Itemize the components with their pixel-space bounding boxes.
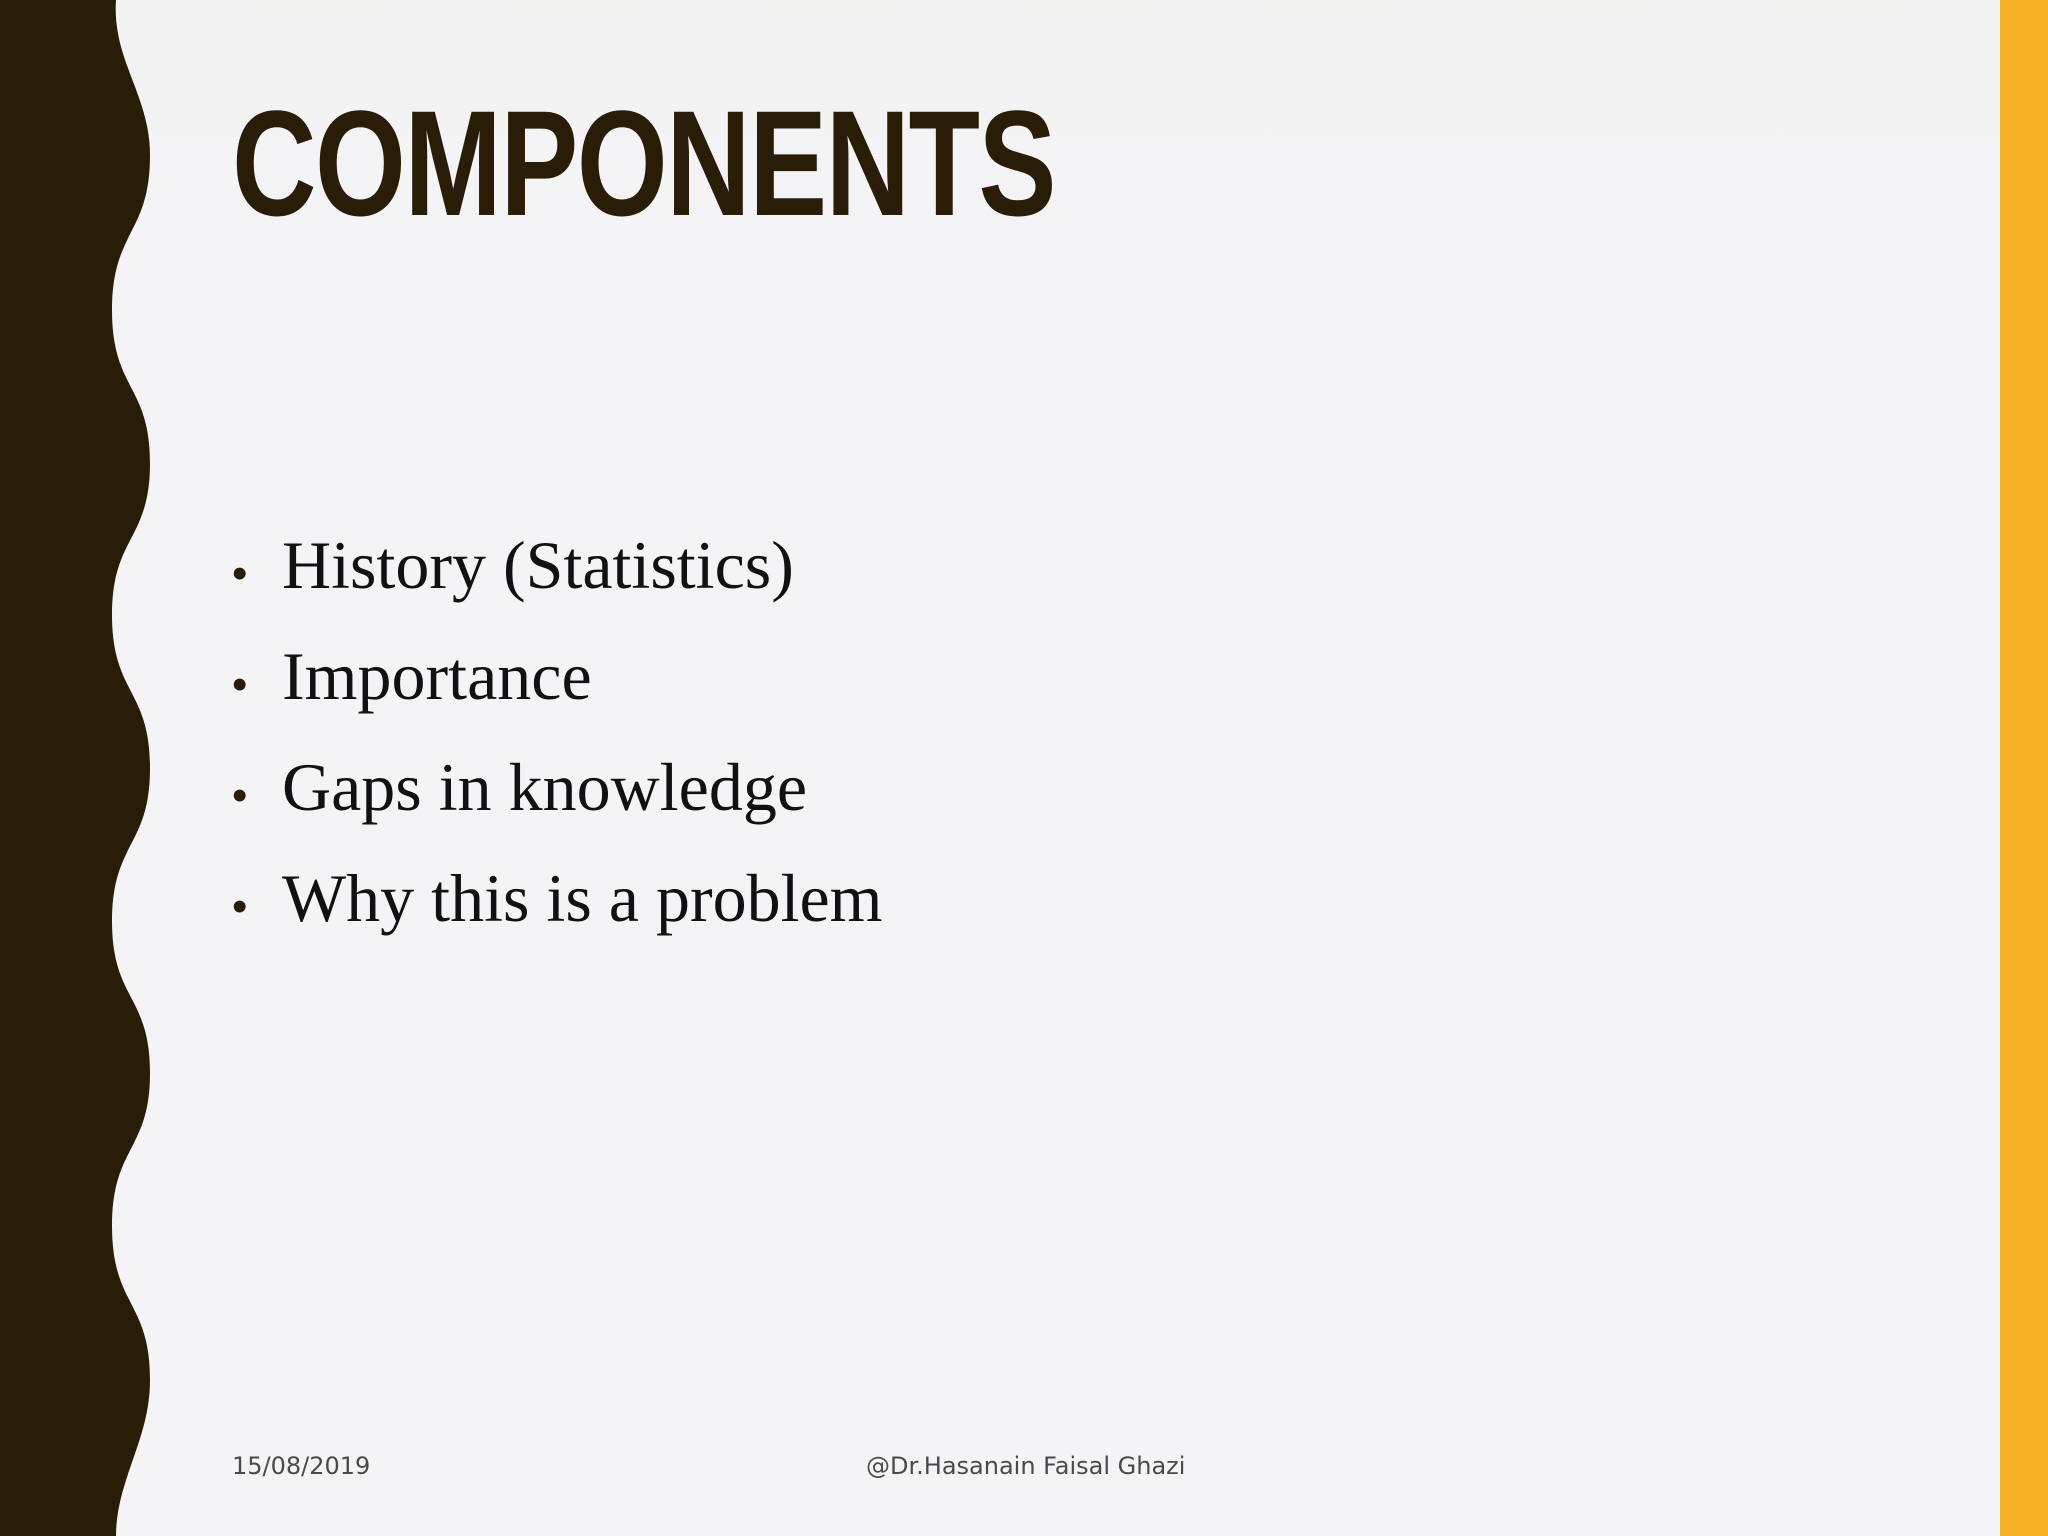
bullet-item bbox=[232, 621, 883, 732]
wave-band-decoration bbox=[0, 0, 160, 1536]
accent-bar bbox=[2000, 0, 2048, 1536]
footer-author: @Dr.Hasanain Faisal Ghazi bbox=[866, 1452, 1186, 1480]
footer-date: 15/08/2019 bbox=[232, 1452, 371, 1480]
bullet-icon: • bbox=[232, 549, 248, 598]
bullet-item bbox=[232, 510, 883, 621]
bullet-text: Importance bbox=[282, 638, 592, 714]
bullet-text: Why this is a problem bbox=[282, 860, 883, 936]
bullet-icon: • bbox=[232, 660, 248, 709]
slide-title: COMPONENTS bbox=[232, 79, 1055, 247]
wave-band-shape bbox=[0, 0, 150, 1536]
bullet-text: History (Statistics) bbox=[282, 527, 794, 603]
bullet-item bbox=[232, 843, 883, 954]
bullet-icon: • bbox=[232, 771, 248, 820]
bullet-item bbox=[232, 732, 883, 843]
bullet-list bbox=[232, 510, 883, 954]
bullet-text: Gaps in knowledge bbox=[282, 749, 808, 825]
bullet-icon: • bbox=[232, 882, 248, 931]
